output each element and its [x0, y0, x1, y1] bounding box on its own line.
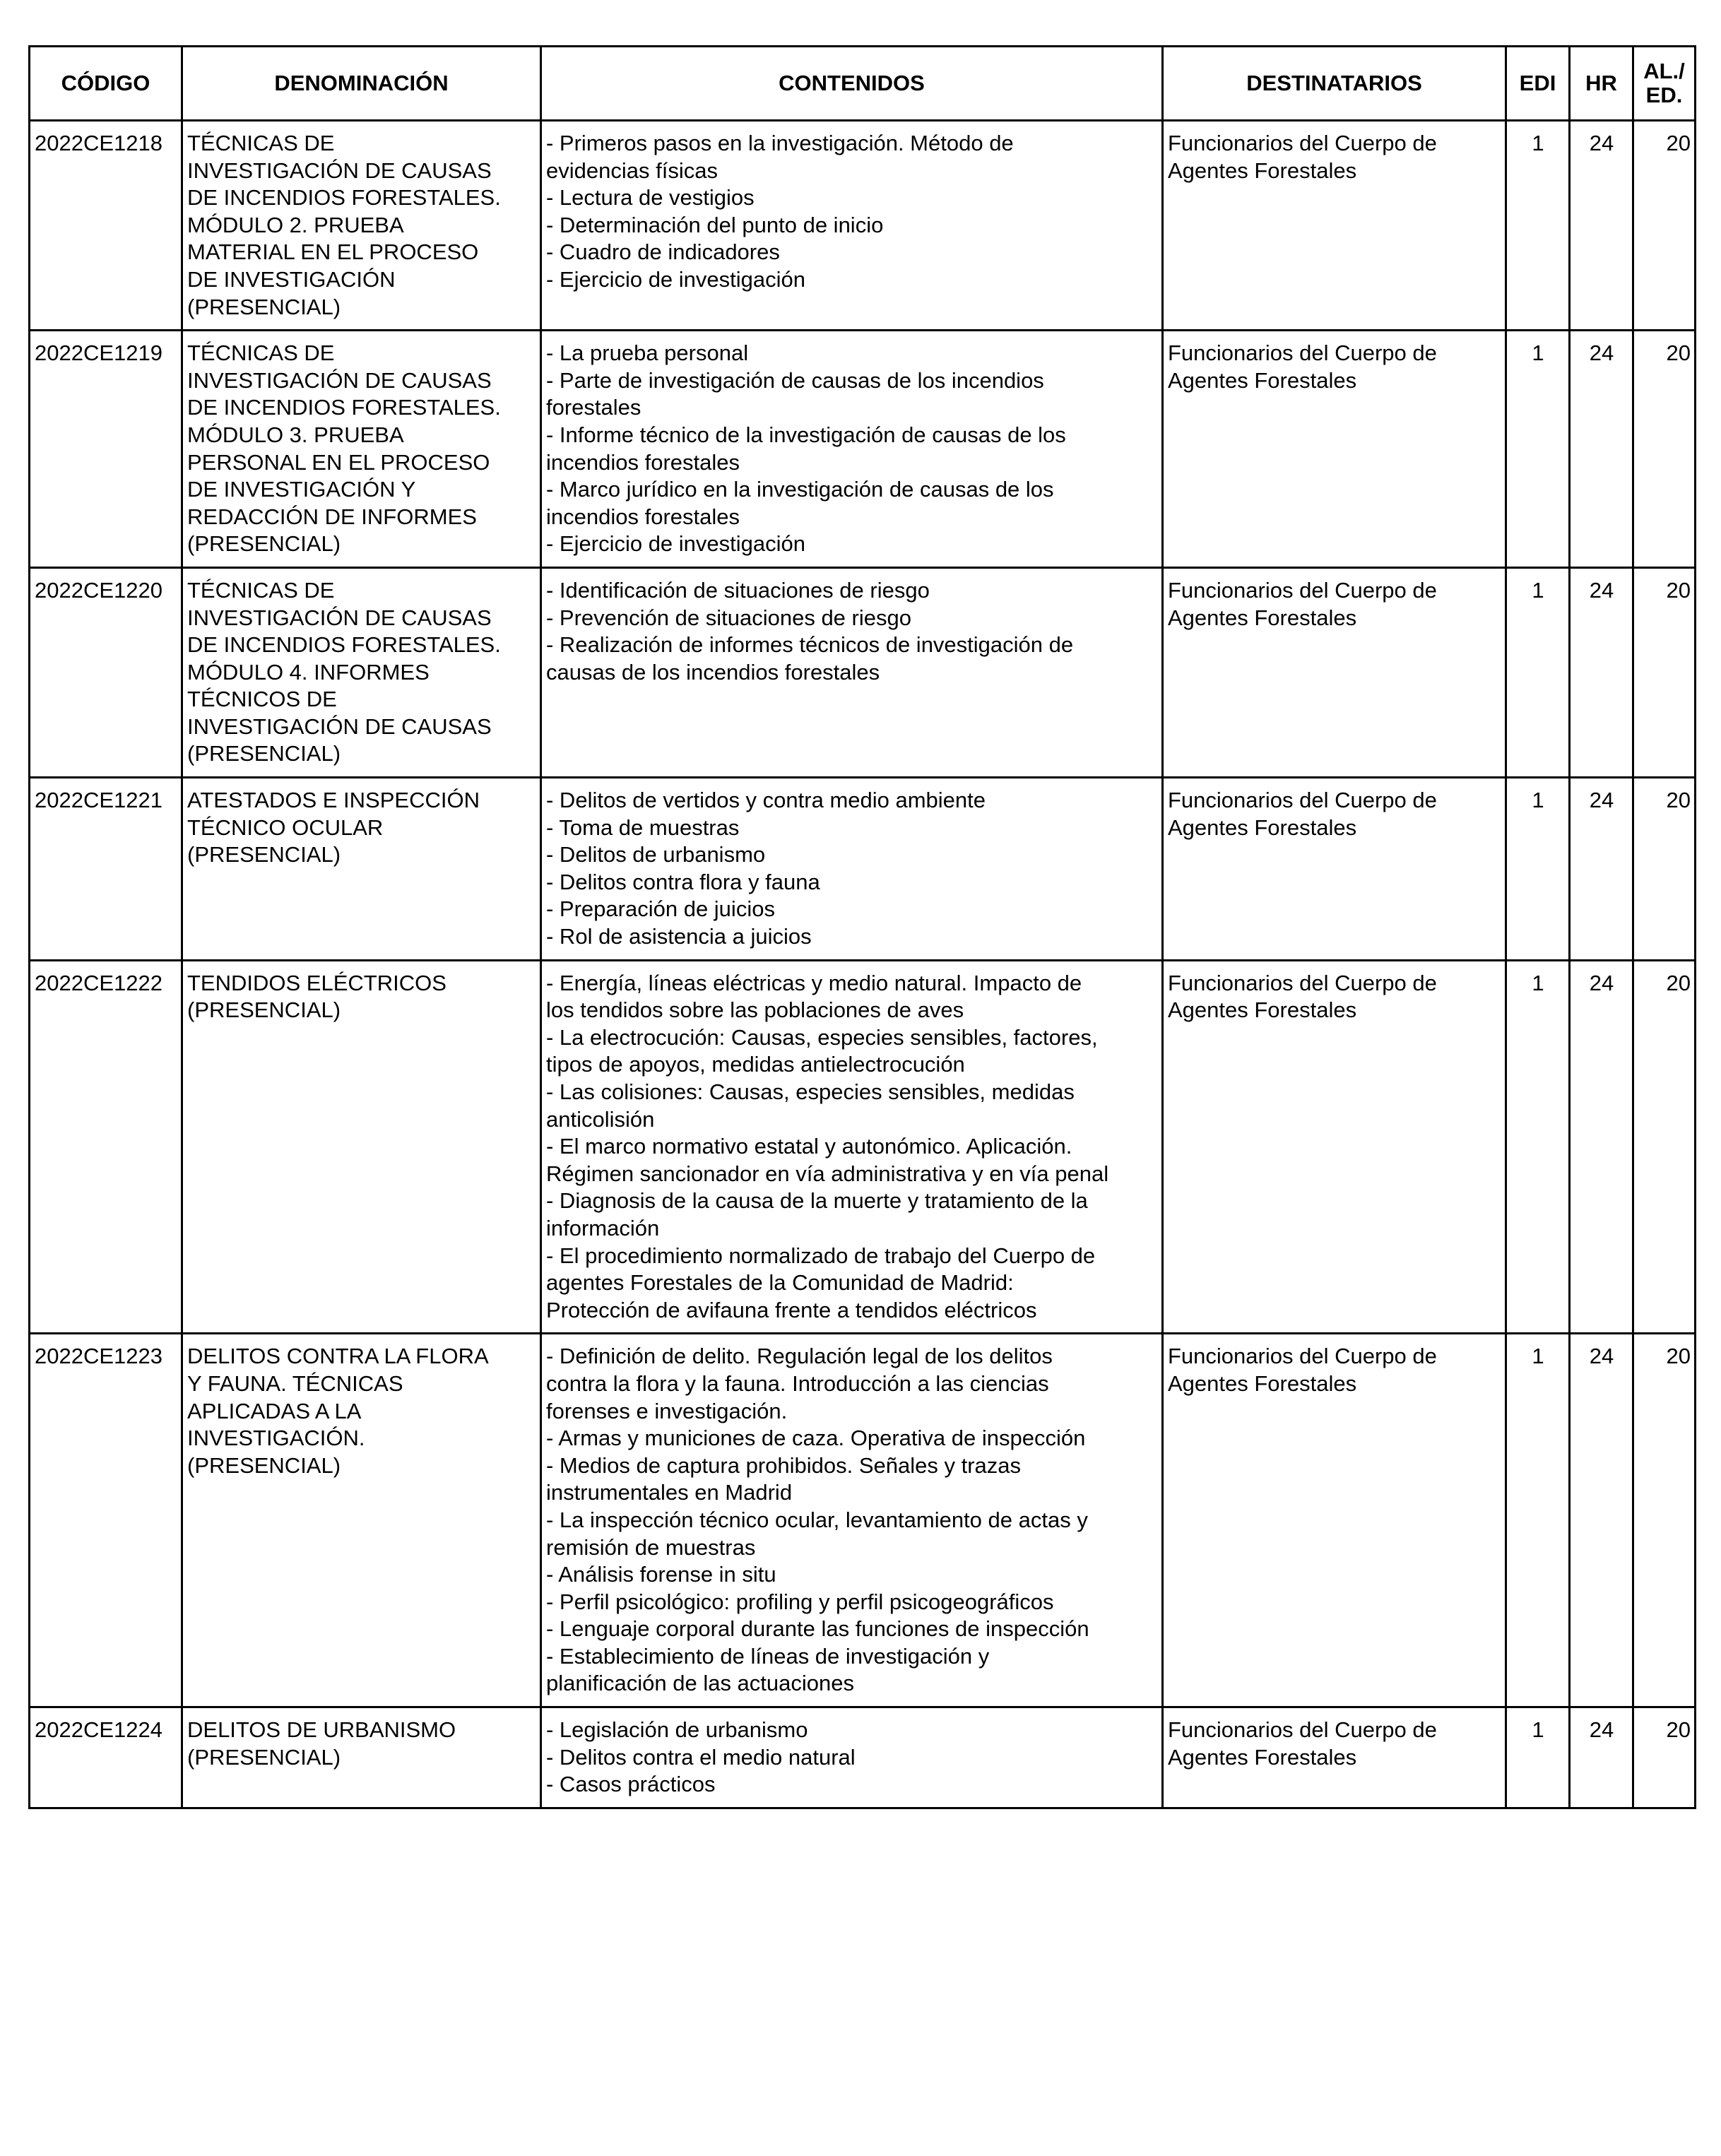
codigo-cell: 2022CE1224 — [30, 1707, 182, 1808]
denominacion-line: INVESTIGACIÓN. — [187, 1426, 365, 1451]
al-ed-cell: 20 — [1633, 1334, 1696, 1707]
denominacion-line: TÉCNICAS DE — [187, 340, 335, 366]
contenidos-line: causas de los incendios forestales — [546, 659, 880, 685]
edi-cell: 1 — [1506, 960, 1570, 1334]
codigo-cell: 2022CE1223 — [30, 1334, 182, 1707]
al-ed-cell: 20 — [1633, 1707, 1696, 1808]
denominacion-line: DE INCENDIOS FORESTALES. — [187, 632, 501, 658]
denominacion-line: DE INVESTIGACIÓN — [187, 266, 396, 292]
denominacion-cell — [182, 960, 541, 1334]
table-body — [30, 121, 1696, 1808]
header-al-ed-line-2: ED. — [1645, 83, 1683, 107]
denominacion-cell — [182, 121, 541, 331]
denominacion-line: (PRESENCIAL) — [187, 842, 341, 867]
contenidos-line: información — [546, 1215, 660, 1240]
contenidos-line: - Casos prácticos — [546, 1772, 716, 1797]
contenidos-line: - Realización de informes técnicos de investigación de — [546, 632, 1074, 658]
contenidos-line: - Energía, líneas eléctricas y medio natural. Impacto de — [546, 970, 1082, 995]
contenidos-line: - Delitos contra el medio natural — [546, 1744, 856, 1770]
contenidos-cell — [541, 1334, 1163, 1707]
destinatarios-line: Funcionarios del Cuerpo de — [1168, 577, 1437, 603]
header-denominacion: DENOMINACIÓN — [182, 47, 541, 121]
denominacion-line: TÉCNICOS DE — [187, 687, 337, 712]
codigo-cell: 2022CE1219 — [30, 331, 182, 568]
header-codigo: CÓDIGO — [30, 47, 182, 121]
contenidos-line: - Ejercicio de investigación — [546, 266, 806, 292]
destinatarios-line: Agentes Forestales — [1168, 605, 1357, 630]
hr-cell: 24 — [1570, 121, 1633, 331]
contenidos-line: - Cuadro de indicadores — [546, 239, 780, 265]
destinatarios-line: Agentes Forestales — [1168, 367, 1357, 393]
denominacion-line: Y FAUNA. TÉCNICAS — [187, 1370, 403, 1396]
destinatarios-line: Funcionarios del Cuerpo de — [1168, 970, 1437, 995]
edi-cell: 1 — [1506, 778, 1570, 961]
destinatarios-cell — [1163, 331, 1506, 568]
contenidos-line: - Primeros pasos en la investigación. Método de — [546, 131, 1014, 155]
codigo-cell: 2022CE1218 — [30, 121, 182, 331]
contenidos-line: forenses e investigación. — [546, 1398, 788, 1423]
header-hr: HR — [1570, 47, 1633, 121]
table-row — [30, 778, 1696, 961]
destinatarios-line: Funcionarios del Cuerpo de — [1168, 1344, 1437, 1369]
contenidos-cell — [541, 778, 1163, 961]
contenidos-line: evidencias físicas — [546, 158, 718, 183]
denominacion-line: (PRESENCIAL) — [187, 741, 341, 766]
denominacion-line: (PRESENCIAL) — [187, 1452, 341, 1478]
contenidos-cell — [541, 960, 1163, 1334]
contenidos-line: agentes Forestales de la Comunidad de Madrid: — [546, 1270, 1014, 1296]
contenidos-line: contra la flora y la fauna. Introducción a las ciencias — [546, 1370, 1049, 1396]
contenidos-line: anticolisión — [546, 1106, 655, 1132]
contenidos-line: Protección de avifauna frente a tendidos eléctricos — [546, 1297, 1037, 1322]
denominacion-line: DELITOS CONTRA LA FLORA — [187, 1344, 489, 1369]
edi-cell: 1 — [1506, 1707, 1570, 1808]
contenidos-line: - Prevención de situaciones de riesgo — [546, 605, 911, 630]
denominacion-line: (PRESENCIAL) — [187, 1744, 341, 1770]
table-row — [30, 1334, 1696, 1707]
denominacion-line: DELITOS DE URBANISMO — [187, 1717, 456, 1743]
denominacion-line: MÓDULO 2. PRUEBA — [187, 212, 404, 237]
destinatarios-line: Funcionarios del Cuerpo de — [1168, 131, 1437, 155]
contenidos-line: - Marco jurídico en la investigación de causas de los — [546, 477, 1054, 502]
contenidos-line: - Delitos de urbanismo — [546, 842, 766, 867]
codigo-cell: 2022CE1220 — [30, 567, 182, 777]
destinatarios-cell — [1163, 1334, 1506, 1707]
denominacion-line: TENDIDOS ELÉCTRICOS — [187, 970, 446, 995]
contenidos-line: incendios forestales — [546, 449, 740, 475]
edi-cell: 1 — [1506, 1334, 1570, 1707]
destinatarios-line: Agentes Forestales — [1168, 815, 1357, 840]
contenidos-line: incendios forestales — [546, 504, 740, 529]
hr-cell: 24 — [1570, 960, 1633, 1334]
contenidos-line: - Análisis forense in situ — [546, 1562, 776, 1587]
denominacion-line: INVESTIGACIÓN DE CAUSAS — [187, 158, 492, 183]
contenidos-line: - Preparación de juicios — [546, 896, 775, 922]
header-edi: EDI — [1506, 47, 1570, 121]
contenidos-line: - Rol de asistencia a juicios — [546, 924, 812, 949]
denominacion-line: MÓDULO 3. PRUEBA — [187, 422, 404, 447]
contenidos-line: - Delitos de vertidos y contra medio ambiente — [546, 788, 986, 813]
table-row — [30, 121, 1696, 331]
contenidos-line: - Parte de investigación de causas de los incendios — [546, 367, 1044, 393]
hr-cell: 24 — [1570, 1334, 1633, 1707]
contenidos-line: - Definición de delito. Regulación legal de los delitos — [546, 1344, 1053, 1369]
destinatarios-cell — [1163, 778, 1506, 961]
contenidos-cell — [541, 331, 1163, 568]
edi-cell: 1 — [1506, 567, 1570, 777]
denominacion-line: DE INCENDIOS FORESTALES. — [187, 185, 501, 211]
destinatarios-line: Funcionarios del Cuerpo de — [1168, 788, 1437, 813]
denominacion-line: ATESTADOS E INSPECCIÓN — [187, 788, 480, 813]
destinatarios-line: Agentes Forestales — [1168, 1744, 1357, 1770]
hr-cell: 24 — [1570, 778, 1633, 961]
contenidos-line: - Medios de captura prohibidos. Señales y trazas — [546, 1452, 1022, 1478]
destinatarios-line: Agentes Forestales — [1168, 997, 1357, 1023]
denominacion-cell — [182, 1334, 541, 1707]
contenidos-line: tipos de apoyos, medidas antielectrocución — [546, 1052, 965, 1077]
table-row — [30, 331, 1696, 568]
denominacion-line: TÉCNICAS DE — [187, 577, 335, 603]
contenidos-line: - Ejercicio de investigación — [546, 531, 806, 557]
denominacion-line: INVESTIGACIÓN DE CAUSAS — [187, 713, 492, 739]
contenidos-line: planificación de las actuaciones — [546, 1671, 854, 1696]
contenidos-line: Régimen sancionador en vía administrativa y en vía penal — [546, 1161, 1109, 1186]
header-al-ed — [1633, 47, 1696, 121]
contenidos-line: - Diagnosis de la causa de la muerte y tratamiento de la — [546, 1188, 1088, 1214]
denominacion-line: APLICADAS A LA — [187, 1398, 362, 1423]
table-row — [30, 1707, 1696, 1808]
contenidos-line: - Armas y municiones de caza. Operativa de inspección — [546, 1426, 1086, 1451]
header-row — [30, 47, 1696, 121]
denominacion-line: INVESTIGACIÓN DE CAUSAS — [187, 605, 492, 630]
destinatarios-cell — [1163, 960, 1506, 1334]
contenidos-line: - El marco normativo estatal y autonómico. Aplicación. — [546, 1134, 1072, 1159]
al-ed-cell: 20 — [1633, 567, 1696, 777]
contenidos-line: - Delitos contra flora y fauna — [546, 869, 820, 894]
table-row — [30, 960, 1696, 1334]
denominacion-cell — [182, 567, 541, 777]
hr-cell: 24 — [1570, 567, 1633, 777]
denominacion-line: INVESTIGACIÓN DE CAUSAS — [187, 367, 492, 393]
contenidos-line: - Establecimiento de líneas de investigación y — [546, 1643, 990, 1669]
contenidos-line: - Identificación de situaciones de riesgo — [546, 577, 930, 603]
denominacion-cell — [182, 1707, 541, 1808]
denominacion-line: (PRESENCIAL) — [187, 531, 341, 557]
contenidos-line: - Lenguaje corporal durante las funciones de inspección — [546, 1616, 1089, 1642]
denominacion-line: DE INCENDIOS FORESTALES. — [187, 395, 501, 420]
denominacion-line: DE INVESTIGACIÓN Y — [187, 477, 416, 502]
contenidos-line: - La inspección técnico ocular, levantamiento de actas y — [546, 1507, 1088, 1532]
contenidos-line: - La electrocución: Causas, especies sensibles, factores, — [546, 1024, 1098, 1050]
destinatarios-cell — [1163, 567, 1506, 777]
denominacion-line: PERSONAL EN EL PROCESO — [187, 449, 490, 475]
contenidos-cell — [541, 567, 1163, 777]
denominacion-line: (PRESENCIAL) — [187, 997, 341, 1023]
edi-cell: 1 — [1506, 331, 1570, 568]
contenidos-line: - Informe técnico de la investigación de causas de los — [546, 422, 1066, 447]
destinatarios-line: Agentes Forestales — [1168, 158, 1357, 183]
header-al-ed-line-1: AL./ — [1643, 59, 1685, 83]
hr-cell: 24 — [1570, 1707, 1633, 1808]
contenidos-cell — [541, 1707, 1163, 1808]
contenidos-line: - La prueba personal — [546, 340, 749, 366]
denominacion-cell — [182, 331, 541, 568]
contenidos-line: - Toma de muestras — [546, 815, 740, 840]
al-ed-cell: 20 — [1633, 778, 1696, 961]
al-ed-cell: 20 — [1633, 331, 1696, 568]
denominacion-line: REDACCIÓN DE INFORMES — [187, 504, 477, 529]
al-ed-cell: 20 — [1633, 960, 1696, 1334]
contenidos-line: - Perfil psicológico: profiling y perfil psicogeográficos — [546, 1589, 1054, 1614]
denominacion-line: (PRESENCIAL) — [187, 294, 341, 319]
denominacion-line: TÉCNICAS DE — [187, 131, 335, 155]
destinatarios-cell — [1163, 121, 1506, 331]
contenidos-line: instrumentales en Madrid — [546, 1480, 793, 1505]
contenidos-line: - Lectura de vestigios — [546, 185, 755, 211]
hr-cell: 24 — [1570, 331, 1633, 568]
codigo-cell: 2022CE1221 — [30, 778, 182, 961]
destinatarios-line: Funcionarios del Cuerpo de — [1168, 1717, 1437, 1743]
table-row — [30, 567, 1696, 777]
contenidos-line: los tendidos sobre las poblaciones de aves — [546, 997, 964, 1023]
contenidos-line: - Determinación del punto de inicio — [546, 212, 884, 237]
destinatarios-line: Agentes Forestales — [1168, 1370, 1357, 1396]
denominacion-cell — [182, 778, 541, 961]
header-contenidos: CONTENIDOS — [541, 47, 1163, 121]
contenidos-line: remisión de muestras — [546, 1534, 756, 1560]
contenidos-cell — [541, 121, 1163, 331]
contenidos-line: - El procedimiento normalizado de trabajo del Cuerpo de — [546, 1243, 1096, 1268]
edi-cell: 1 — [1506, 121, 1570, 331]
codigo-cell: 2022CE1222 — [30, 960, 182, 1334]
destinatarios-cell — [1163, 1707, 1506, 1808]
contenidos-line: - Legislación de urbanismo — [546, 1717, 808, 1743]
denominacion-line: TÉCNICO OCULAR — [187, 815, 384, 840]
header-destinatarios: DESTINATARIOS — [1163, 47, 1506, 121]
contenidos-line: forestales — [546, 395, 641, 420]
contenidos-line: - Las colisiones: Causas, especies sensibles, medidas — [546, 1079, 1075, 1104]
denominacion-line: MATERIAL EN EL PROCESO — [187, 239, 479, 265]
courses-table — [28, 45, 1696, 1809]
denominacion-line: MÓDULO 4. INFORMES — [187, 659, 430, 685]
al-ed-cell: 20 — [1633, 121, 1696, 331]
destinatarios-line: Funcionarios del Cuerpo de — [1168, 340, 1437, 366]
